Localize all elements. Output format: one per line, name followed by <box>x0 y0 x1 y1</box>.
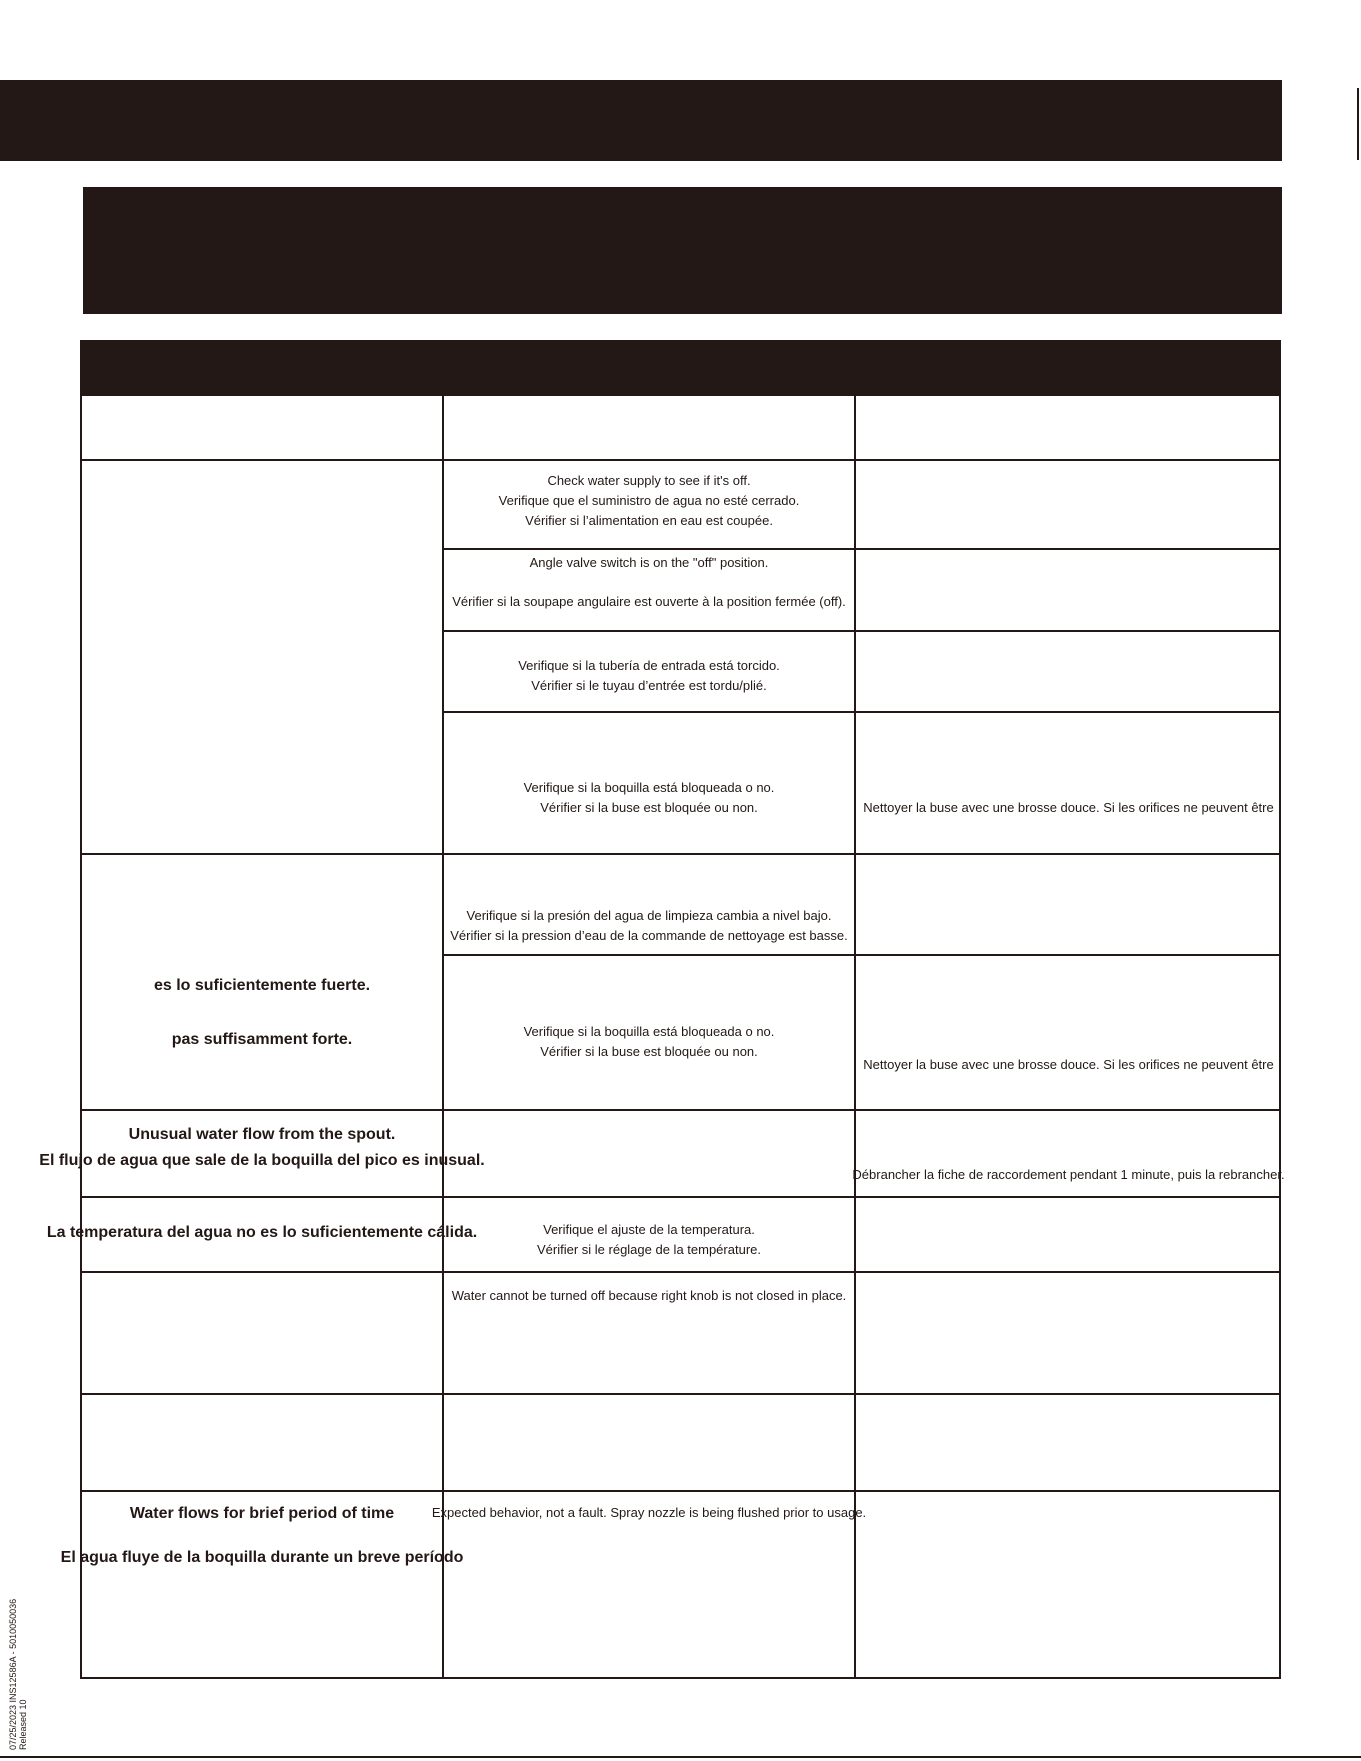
problem-cell <box>46 1220 478 1248</box>
solution-cell <box>856 798 1281 822</box>
cause-cell <box>444 906 854 951</box>
row-divider <box>442 711 1281 713</box>
problem-text: La temperatura del agua no es lo suficientemente cálida. <box>46 1224 478 1241</box>
problem-text: El flujo de agua que sale de la boquilla del pico es inusual. <box>39 1152 485 1169</box>
problem-text: Water flows for brief period of time <box>129 1505 395 1522</box>
cause-text: Vérifier si la soupape angulaire est ouverte à la position fermée (off). <box>452 594 846 609</box>
solution-cell <box>852 1165 1285 1189</box>
solution-text: Débrancher la fiche de raccordement pendant 1 minute, puis la rebrancher. <box>852 1167 1285 1182</box>
cause-text: Verifique el ajuste de la temperatura. <box>543 1222 755 1237</box>
row-divider <box>442 548 1281 550</box>
cause-text: Vérifier si le réglage de la température. <box>536 1242 761 1257</box>
table-title-bar <box>80 340 1281 395</box>
bottom-rule <box>0 1756 1361 1758</box>
row-divider <box>80 1109 1281 1111</box>
row-divider <box>80 1393 1281 1395</box>
row-divider <box>80 1271 1281 1273</box>
row-divider <box>80 1490 1281 1492</box>
problem-text: El agua fluye de la boquilla durante un breve período <box>60 1549 464 1566</box>
top-banner <box>0 80 1282 161</box>
row-divider <box>80 1196 1281 1198</box>
doc-code-text: 07/25/2023 INS12586A - 5010050036 <box>8 1598 18 1750</box>
cause-cell <box>444 1022 854 1067</box>
edge-mark <box>1357 88 1359 160</box>
problem-text: Unusual water flow from the spout. <box>128 1126 396 1143</box>
title-banner <box>83 187 1282 314</box>
cause-text: Verifique que el suministro de agua no esté cerrado. <box>498 493 800 508</box>
cause-text: Vérifier si la buse est bloquée ou non. <box>540 1044 758 1059</box>
cause-text: Vérifier si la buse est bloquée ou non. <box>540 800 758 815</box>
cause-text: Water cannot be turned off because right knob is not closed in place. <box>451 1288 847 1303</box>
row-divider <box>80 459 1281 461</box>
cause-text: Check water supply to see if it's off. <box>547 473 751 488</box>
cause-cell <box>444 656 854 701</box>
cause-text: Verifique si la boquilla está bloqueada o no. <box>523 780 775 795</box>
cause-text: Vérifier si l’alimentation en eau est coupée. <box>525 513 773 528</box>
problem-cell <box>39 1122 485 1177</box>
solution-text: Nettoyer la buse avec une brosse douce. Si les orifices ne peuvent être <box>863 1057 1274 1072</box>
column-divider-2 <box>854 394 856 1679</box>
cause-text: Angle valve switch is on the "off" position. <box>529 555 769 570</box>
cause-cell <box>444 778 854 823</box>
problem-cell <box>82 973 442 1053</box>
document-code <box>8 1599 28 1750</box>
solution-text: Nettoyer la buse avec une brosse douce. Si les orifices ne peuvent être <box>863 800 1274 815</box>
cause-text: Verifique si la presión del agua de limpieza cambia a nivel bajo. <box>466 908 832 923</box>
cause-cell <box>431 1503 867 1527</box>
problem-text: pas suffisamment forte. <box>171 1031 353 1048</box>
cause-cell <box>444 1286 854 1310</box>
cause-text: Expected behavior, not a fault. Spray nozzle is being flushed prior to usage. <box>431 1505 867 1520</box>
problem-text: es lo suficientemente fuerte. <box>153 977 371 994</box>
revision-text: Released 10 <box>18 1699 28 1750</box>
row-divider <box>442 954 1281 956</box>
cause-text: Verifique si la tubería de entrada está torcido. <box>518 658 780 673</box>
cause-cell <box>444 471 854 541</box>
row-divider <box>80 853 1281 855</box>
solution-cell <box>856 1055 1281 1079</box>
row-divider <box>442 630 1281 632</box>
cause-cell <box>444 1220 854 1265</box>
cause-text: Verifique si la boquilla está bloqueada o no. <box>523 1024 775 1039</box>
cause-text: Vérifier si la pression d’eau de la commande de nettoyage est basse. <box>450 928 848 943</box>
problem-cell <box>60 1501 464 1571</box>
cause-cell <box>444 553 854 623</box>
cause-text: Vérifier si le tuyau d’entrée est tordu/plié. <box>531 678 767 693</box>
